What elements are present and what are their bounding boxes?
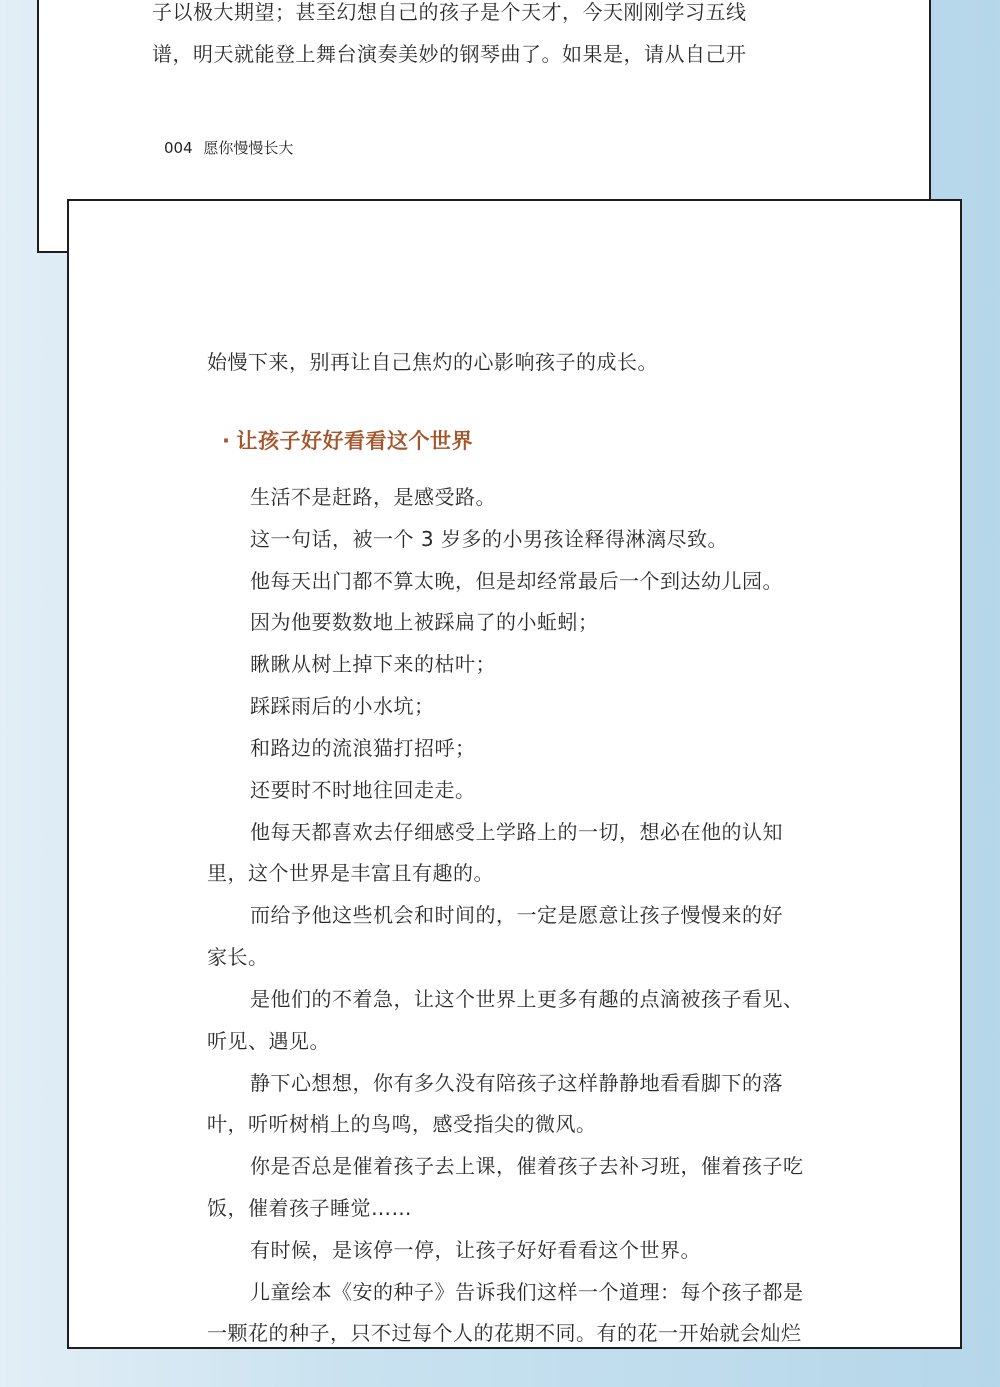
text-line: 始慢下来，别再让自己焦灼的心影响孩子的成长。 (207, 350, 658, 374)
heading-text: 让孩子好好看看这个世界 (236, 429, 473, 453)
page-number: 004 (164, 139, 193, 157)
paragraph-line: 是他们的不着急，让这个世界上更多有趣的点滴被孩子看见、 (250, 987, 804, 1011)
paragraph-line: 还要时不时地往回走走。 (250, 778, 476, 802)
running-title: 愿你慢慢长大 (203, 139, 294, 157)
paragraph-line: 静下心想想，你有多久没有陪孩子这样静静地看看脚下的落 (250, 1071, 783, 1095)
paragraph-line: 瞅瞅从树上掉下来的枯叶； (250, 652, 496, 676)
paragraph-line: 一颗花的种子，只不过每个人的花期不同。有的花一开始就会灿烂 (207, 1321, 802, 1345)
heading-bullet: · (222, 429, 231, 453)
paragraph-line: 听见、遇见。 (207, 1029, 330, 1053)
section-heading (222, 426, 473, 456)
paragraph-line: 饭，催着孩子睡觉…… (207, 1196, 412, 1220)
paragraph-line: 里，这个世界是丰富且有趣的。 (207, 861, 494, 885)
paragraph-line: 儿童绘本《安的种子》告诉我们这样一个道理：每个孩子都是 (250, 1280, 804, 1304)
paragraph-line: 因为他要数数地上被踩扁了的小蚯蚓； (250, 610, 599, 634)
paragraph-line: 和路边的流浪猫打招呼； (250, 736, 476, 760)
text-line: 谱，明天就能登上舞台演奏美妙的钢琴曲了。如果是，请从自己开 (152, 42, 747, 66)
paragraph-line: 而给予他这些机会和时间的，一定是愿意让孩子慢慢来的好 (250, 903, 783, 927)
current-page (67, 199, 962, 1349)
paragraph-line: 家长。 (207, 945, 269, 969)
paragraph-line: 他每天出门都不算太晚，但是却经常最后一个到达幼儿园。 (250, 569, 783, 593)
paragraph-line: 他每天都喜欢去仔细感受上学路上的一切，想必在他的认知 (250, 820, 783, 844)
paragraph-line: 有时候，是该停一停，让孩子好好看看这个世界。 (250, 1238, 701, 1262)
text-line: 子以极大期望；甚至幻想自己的孩子是个天才，今天刚刚学习五线 (152, 0, 747, 24)
paragraph-line: 这一句话，被一个 3 岁多的小男孩诠释得淋漓尽致。 (250, 527, 728, 551)
paragraph-line: 生活不是赶路，是感受路。 (250, 485, 496, 509)
paragraph-line: 踩踩雨后的小水坑； (250, 694, 435, 718)
page-footer (164, 137, 293, 158)
paragraph-line: 你是否总是催着孩子去上课，催着孩子去补习班，催着孩子吃 (250, 1154, 804, 1178)
paragraph-line: 叶，听听树梢上的鸟鸣，感受指尖的微风。 (207, 1112, 597, 1136)
